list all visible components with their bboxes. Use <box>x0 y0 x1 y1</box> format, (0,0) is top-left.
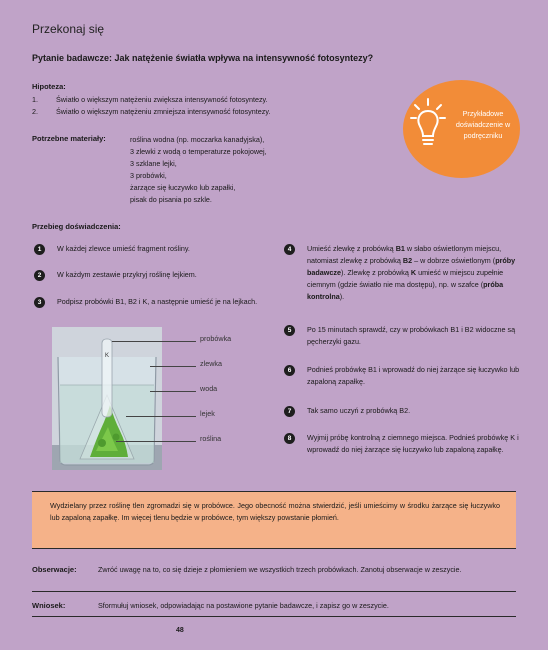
step-text: W każdym zestawie przykryj roślinę lejkiem. <box>57 270 197 279</box>
step-text: Umieść zlewkę z probówką B1 w słabo oświetlonym miejscu, natomiast zlewkę z probówką B2 – w dobrze oświetlonym (próby badawcze). Zlewkę z probówką K umieść w miejscu zupełnie ciemnym (gdzie światło nie ma dostępu), np. w szafce (próba kontrolna). <box>307 244 516 301</box>
hypothesis-text: Światło o większym natężeniu zmniejsza intensywność fotosyntezy. <box>56 107 271 116</box>
procedure-step <box>284 405 520 417</box>
research-question: Pytanie badawcze: Jak natężenie światła wpływa na intensywność fotosyntezy? <box>32 53 374 63</box>
tube-mark: K <box>104 353 110 359</box>
page-number: 48 <box>176 627 184 634</box>
figure-label-plant: roślina <box>200 434 222 443</box>
callout-text: Przykładowe doświadczenie w podręczniku <box>455 109 511 140</box>
procedure-step <box>284 432 520 456</box>
hypothesis-item <box>32 94 382 106</box>
hypothesis-label: Hipoteza: <box>32 82 66 91</box>
procedure-step <box>34 243 274 255</box>
figure-label-beaker: zlewka <box>200 359 222 368</box>
materials-list <box>130 134 370 206</box>
section-title: Przekonaj się <box>32 22 105 36</box>
step-number: 8 <box>284 433 295 444</box>
step-text: Podnieś probówkę B1 i wprowadź do niej żarzące się łuczywko lub zapaloną zapałkę. <box>307 365 520 386</box>
step-number: 2 <box>34 270 45 281</box>
step-number: 5 <box>284 325 295 336</box>
leader-line <box>150 366 196 367</box>
material-item: pisak do pisania po szkle. <box>130 195 212 204</box>
figure-label-water: woda <box>200 384 218 393</box>
step-text: W każdej zlewce umieść fragment rośliny. <box>57 244 190 253</box>
procedure-label: Przebieg doświadczenia: <box>32 222 121 231</box>
info-box-text: Wydzielany przez roślinę tlen zgromadzi się w probówce. Jego obecność można stwierdzić, jeśli umieścimy w środku żarzące się łuczywko lub zapaloną zapałkę. Im więcej tlenu będzie w probówce, tym większy powstanie płomień. <box>50 501 500 522</box>
conclusion-label: Wniosek: <box>32 601 66 610</box>
divider <box>32 591 516 592</box>
step-number: 3 <box>34 297 45 308</box>
step-number: 1 <box>34 244 45 255</box>
beaker-illustration <box>52 327 162 470</box>
hypothesis-item <box>32 106 382 118</box>
figure-label-funnel: lejek <box>200 409 215 418</box>
procedure-step <box>284 364 520 388</box>
hypothesis-list <box>32 94 382 118</box>
leader-line <box>116 441 196 442</box>
material-item: żarzące się łuczywko lub zapałki, <box>130 183 236 192</box>
step-number: 6 <box>284 365 295 376</box>
procedure-step <box>284 324 520 348</box>
step-number: 7 <box>284 406 295 417</box>
experiment-photo <box>52 327 162 470</box>
leader-line <box>126 416 196 417</box>
step-text: Tak samo uczyń z probówką B2. <box>307 406 411 415</box>
observations-text: Zwróć uwagę na to, co się dzieje z płomieniem we wszystkich trzech probówkach. Zanotuj obserwacje w zeszycie. <box>98 565 462 574</box>
leader-line <box>112 341 196 342</box>
material-item: 3 szklane lejki, <box>130 159 177 168</box>
step-text: Podpisz probówki B1, B2 i K, a następnie umieść je na lejkach. <box>57 297 258 306</box>
hypothesis-num: 2. <box>32 107 38 116</box>
step-number: 4 <box>284 244 295 255</box>
material-item: 3 probówki, <box>130 171 167 180</box>
figure-label-tube: probówka <box>200 334 232 343</box>
step-text: Wyjmij próbę kontrolną z ciemnego miejsca. Podnieś probówkę K i wprowadź do niej żarzące się łuczywko lub zapaloną zapałkę. <box>307 433 519 454</box>
material-item: 3 zlewki z wodą o temperaturze pokojowej, <box>130 147 267 156</box>
procedure-step <box>34 296 274 308</box>
conclusion-text: Sformułuj wniosek, odpowiadając na postawione pytanie badawcze, i zapisz go w zeszycie. <box>98 601 389 610</box>
leader-line <box>150 391 196 392</box>
materials-label: Potrzebne materiały: <box>32 134 106 143</box>
hypothesis-text: Światło o większym natężeniu zwiększa intensywność fotosyntezy. <box>56 95 268 104</box>
procedure-step <box>34 269 274 281</box>
lightbulb-icon <box>410 96 446 156</box>
step-text: Po 15 minutach sprawdź, czy w probówkach B1 i B2 widoczne są pęcherzyki gazu. <box>307 325 516 346</box>
procedure-step <box>284 243 520 303</box>
observations-label: Obserwacje: <box>32 565 77 574</box>
material-item: roślina wodna (np. moczarka kanadyjska), <box>130 135 265 144</box>
divider <box>32 616 516 617</box>
hypothesis-num: 1. <box>32 95 38 104</box>
